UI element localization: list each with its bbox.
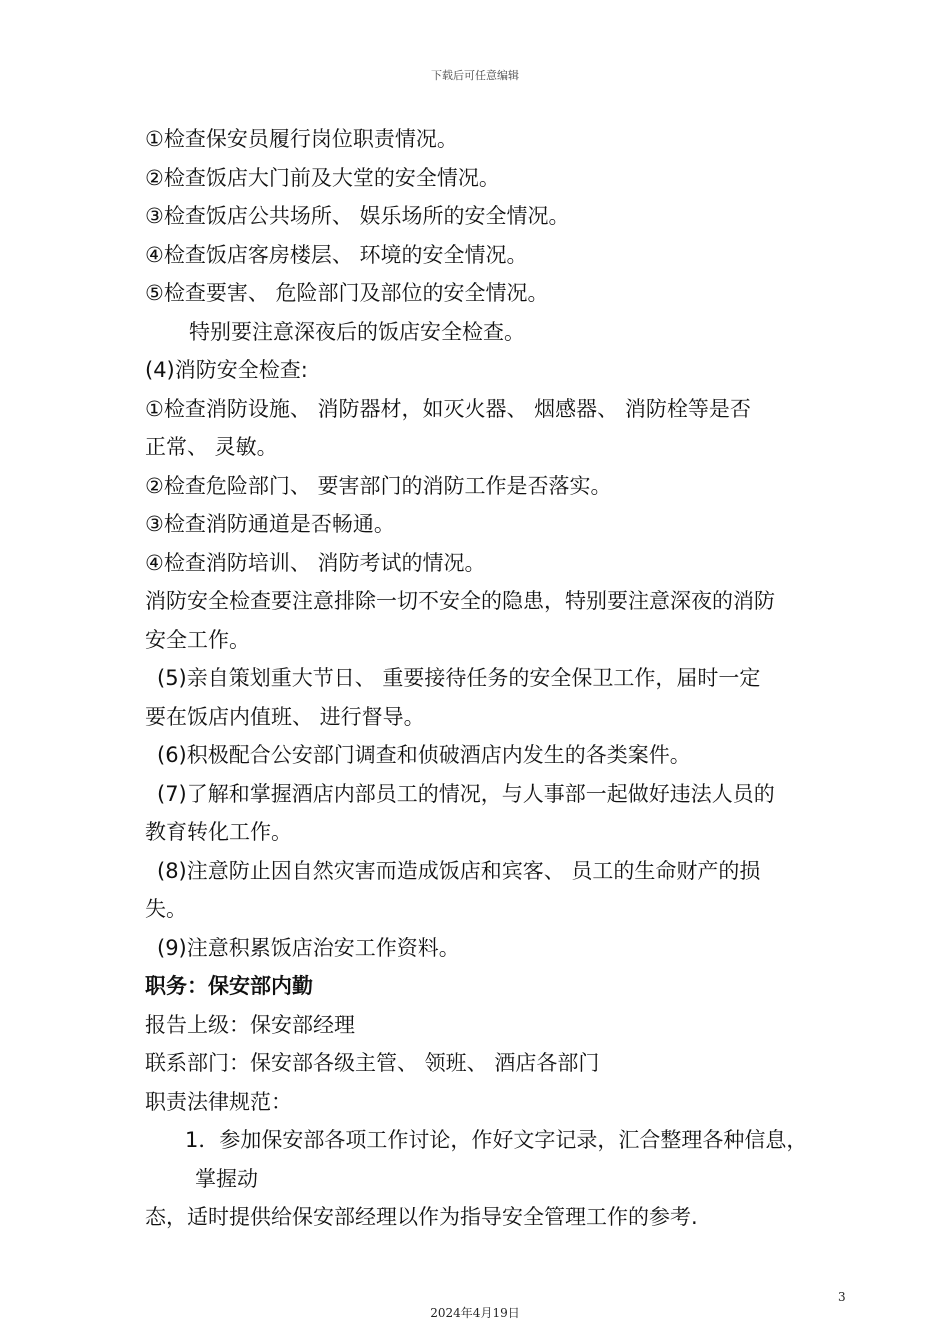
paragraph-line: 要在饭店内值班、 进行督导。 xyxy=(145,704,425,729)
job-title-heading: 职务：保安部内勤 xyxy=(145,974,313,998)
document-body xyxy=(145,120,855,1237)
paragraph-line: 特别要注意深夜后的饭店安全检查。 xyxy=(189,319,525,344)
paragraph-line: 态，适时提供给保安部经理以作为指导安全管理工作的参考. xyxy=(145,1205,698,1229)
paragraph-line: 教育转化工作。 xyxy=(145,820,292,844)
paragraph-line: 消防安全检查要注意排除一切不安全的隐患，特别要注意深夜的消防 xyxy=(145,589,775,613)
list-item-1: 1．参加保安部各项工作讨论，作好文字记录，汇合整理各种信息， xyxy=(185,1128,808,1152)
paragraph-line: ③检查饭店公共场所、 娱乐场所的安全情况。 xyxy=(145,204,570,228)
paragraph-line: (9)注意积累饭店治安工作资料。 xyxy=(157,935,460,960)
paragraph-line: (8)注意防止因自然灾害而造成饭店和宾客、 员工的生命财产的损 xyxy=(157,858,761,883)
paragraph-line: ④检查饭店客房楼层、 环境的安全情况。 xyxy=(145,242,528,267)
paragraph-line: ①检查消防设施、 消防器材，如灭火器、 烟感器、 消防栓等是否 xyxy=(145,396,751,421)
paragraph-line: 正常、 灵敏。 xyxy=(145,435,278,459)
responsibilities-heading: 职责法律规范： xyxy=(145,1089,292,1114)
paragraph-line: ④检查消防培训、 消防考试的情况。 xyxy=(145,550,486,575)
page-number: 3 xyxy=(838,1290,846,1304)
paragraph-line: ③检查消防通道是否畅通。 xyxy=(145,512,395,536)
paragraph-line: 安全工作。 xyxy=(145,627,250,652)
paragraph-line: (7)了解和掌握酒店内部员工的情况，与人事部一起做好违法人员的 xyxy=(157,781,775,806)
paragraph-line: (6)积极配合公安部门调查和侦破酒店内发生的各类案件。 xyxy=(157,743,691,767)
page-header: 下载后可任意编辑 xyxy=(431,69,519,82)
paragraph-line: (5)亲自策划重大节日、 重要接待任务的安全保卫工作，届时一定 xyxy=(157,666,761,690)
paragraph-line: ⑤检查要害、 危险部门及部位的安全情况。 xyxy=(145,281,549,305)
paragraph-line: ②检查危险部门、 要害部门的消防工作是否落实。 xyxy=(145,473,612,498)
page-footer-date: 2024年4月19日 xyxy=(430,1306,520,1320)
paragraph-line: ①检查保安员履行岗位职责情况。 xyxy=(145,127,458,151)
section-heading-4: (4)消防安全检查: xyxy=(145,358,308,382)
paragraph-line: 失。 xyxy=(145,897,187,921)
contact-departments-line: 联系部门：保安部各级主管、 领班、 酒店各部门 xyxy=(145,1051,600,1075)
list-item-1-continued: 掌握动 xyxy=(195,1166,258,1191)
paragraph-line: ②检查饭店大门前及大堂的安全情况。 xyxy=(145,165,500,190)
report-to-line: 报告上级：保安部经理 xyxy=(145,1012,355,1037)
